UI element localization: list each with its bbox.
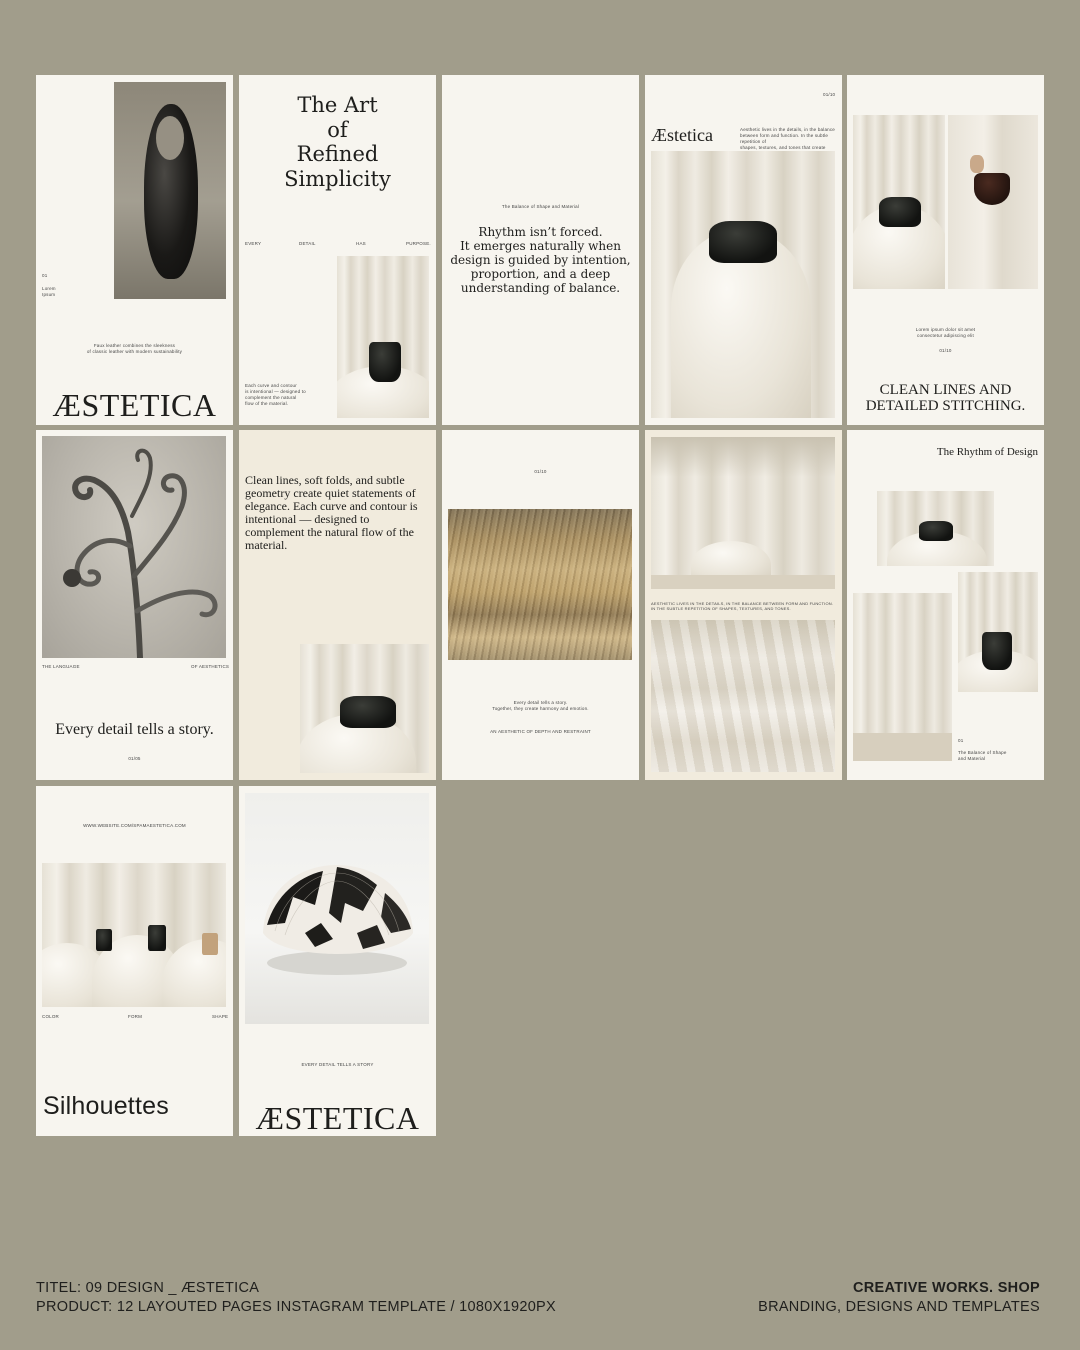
page-title: Æstetica [651,125,713,145]
caption-text: EVERY DETAIL TELLS A STORY [301,1062,374,1067]
tagline: AN AESTHETIC OF DEPTH AND RESTRAINT [490,729,591,734]
page-card-2[interactable] [239,75,436,425]
drape-mound-photo [651,437,835,589]
dried-grass-photo [448,509,632,660]
footer-left [36,1279,556,1317]
seashell-illustration [245,793,429,1024]
word-color: COLOR [42,1014,60,1019]
caption-text: Lorem ipsum dolor sit amet consectetur adipiscing elit [915,327,976,339]
draped-bag-photo-left [853,115,945,289]
page-card-3[interactable] [442,75,639,425]
page-card-8[interactable] [442,430,639,780]
bucket-bag-photo-right [958,572,1038,692]
curled-leaf-photo [42,436,226,658]
page-card-12[interactable] [239,786,436,1136]
page-card-11[interactable] [36,786,233,1136]
word-shape: SHAPE [212,1014,229,1019]
page-number: 01 [958,738,964,743]
footer-product: PRODUCT: 12 LAYOUTED PAGES INSTAGRAM TEMPLATE / 1080X1920PX [36,1299,556,1315]
small-heading: The Balance of Shape and Material [501,204,580,209]
leaf-illustration [42,436,226,658]
website-url[interactable]: WWW.WEBSITE.COM/SPAMAESTETICA.COM [83,823,186,828]
word-every: EVERY [245,241,262,246]
page-number: 01/10 [939,348,952,353]
page-card-10[interactable] [847,430,1044,780]
page-number: 01/10 [823,92,836,97]
page-number: 01 [42,273,48,278]
word-purpose: PURPOSE. [406,241,431,246]
quote-text: Rhythm isn’t forced. It emerges naturally when design is guided by intention, proportion, and a deep understanding of balance. [450,225,631,295]
caption-text: AESTHETIC LIVES IN THE DETAILS, IN THE BALANCE BETWEEN FORM AND FUNCTION. IN THE SUBTLE REPETITION OF SHAPES, TEXTURES, AND TONES. [651,601,834,612]
footer-brand[interactable]: CREATIVE WORKS. SHOP [853,1280,1040,1296]
draped-bag-photo-top [877,491,994,566]
page-number: 01/05 [128,756,141,761]
page-title: The Rhythm of Design [936,446,1038,458]
draped-bag-photo [300,644,429,773]
drape-folds-photo [651,620,835,772]
seashell-photo [245,793,429,1024]
logo-wordmark: ÆSTETICA [255,1100,420,1136]
footer-tagline: BRANDING, DESIGNS AND TEMPLATES [758,1299,1040,1315]
page-number: 01/10 [534,469,547,474]
caption-text: Faux leather combines the sleekness of classic leather with modern sustainability [86,343,183,355]
page-card-4[interactable] [645,75,842,425]
caption-text: Every detail tells a story. Together, they create harmony and emotion. [492,700,589,712]
label-text: Lorem Ipsum [42,286,56,298]
word-form: FORM [128,1014,143,1019]
page-title: CLEAN LINES AND DETAILED STITCHING. [865,382,1026,414]
footer-right [758,1279,1040,1317]
logo-wordmark: ÆSTETICA [52,387,217,423]
hand-bag-photo [948,115,1038,289]
left-label: THE LANGUAGE [42,664,80,669]
word-has: HAS [356,241,366,246]
body-text: Clean lines, soft folds, and subtle geometry create quiet statements of elegance. Each curve and contour is intentional — designed to complement the natural flow of the material. [245,473,418,552]
footer-titel: TITEL: 09 DESIGN _ ÆSTETICA [36,1280,260,1296]
black-vase-bag-photo [114,82,226,299]
caption-text: Each curve and contour is intentional — designed to complement the natural flow of the material. [245,383,306,407]
three-bags-photo [42,863,226,1007]
right-label: OF AESTHETICS [191,664,230,669]
page-title: Silhouettes [43,1092,169,1120]
page-card-9[interactable] [645,430,842,780]
page-card-7[interactable] [239,430,436,780]
caption-text: The Balance of Shape and Material [958,750,1007,762]
page-card-5[interactable] [847,75,1044,425]
caption-text: Aesthetic lives in the details, in the balance between form and function. In the subtle repetition of shapes, textures, and tones that create [740,127,836,151]
page-card-6[interactable] [36,430,233,780]
page-card-1[interactable] [36,75,233,425]
page-title: The Art of Refined Simplicity [284,93,391,191]
word-detail: DETAIL [299,241,316,246]
draped-bag-photo [651,151,835,418]
bucket-bag-photo [337,256,429,418]
page-title: Every detail tells a story. [55,721,214,738]
drape-photo-left [853,593,952,761]
